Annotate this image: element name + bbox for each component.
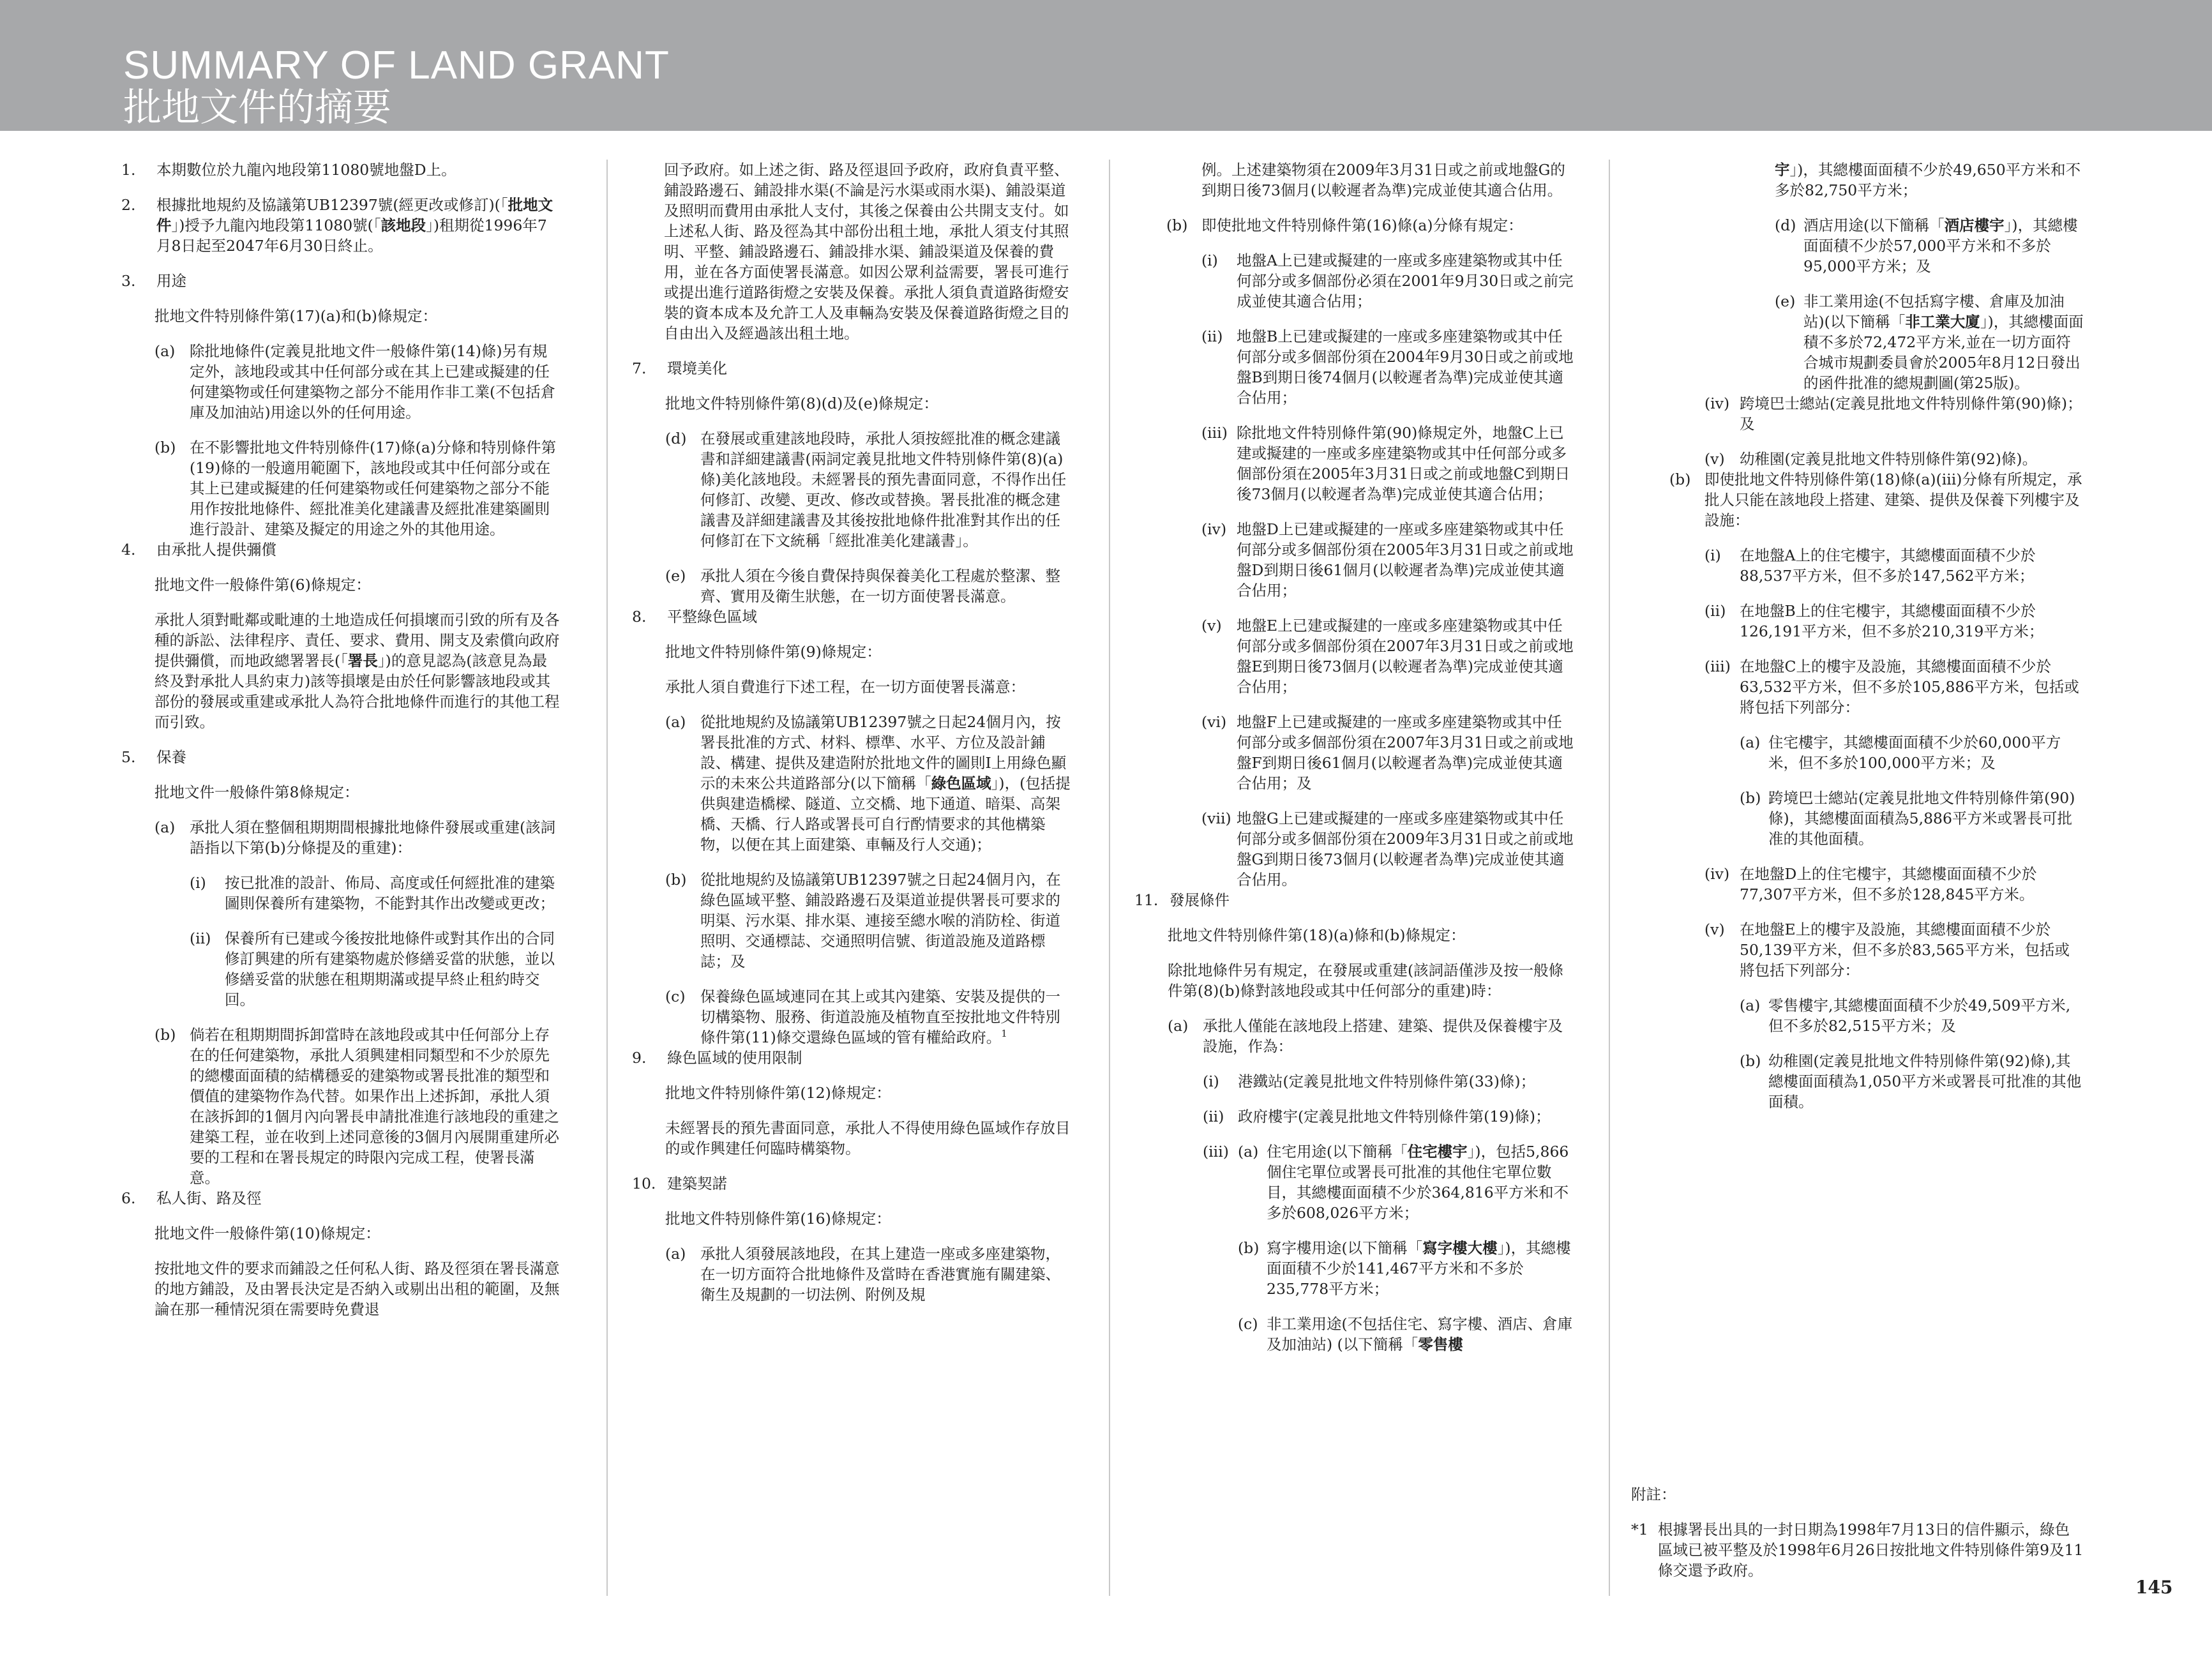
- text-column-4: [1631, 160, 2084, 1112]
- clause-5-heading: 5. 保養: [121, 748, 186, 766]
- sub-sub-clause: (iv) 地盤D上已建或擬建的一座或多座建築物或其中任何部分或多個部份須在2005年3月31日或之前或地盤D到期日後61個月(以較遲者為準)完成並使其適合佔用；: [1201, 520, 1574, 599]
- sub-clause: (a) 從批地規約及協議第UB12397號之日起24個月內，按署長批准的方式、材料、標準、水平、方位及設計鋪設、構建、提供及建造附於批地文件的圖則I上用綠色顯示的未來公共道路部分(以下簡稱「綠色區域」)，(包括提供與建造橋樑、隧道、立交橋、地下通道、暗渠、高架橋、天橋、行人路或署長可自行酌情要求的其他構築物，以便在其上面建築、車輛及行人交通)；: [665, 713, 1071, 853]
- item: (d) 酒店用途(以下簡稱「酒店樓宇」)，其總樓面面積不少於57,000平方米和不多於95,000平方米；及: [1775, 216, 2078, 275]
- sub-sub-clause: (ii) 在地盤B上的住宅樓宇，其總樓面面積不少於126,191平方米，但不多於210,319平方米；: [1704, 602, 2044, 640]
- sub-sub-clause: (ii) 政府樓宇(定義見批地文件特別條件第(19)條)；: [1203, 1108, 1551, 1125]
- sub-sub-clause: (v) 地盤E上已建或擬建的一座或多座建築物或其中任何部分或多個部份須在2007年3月31日或之前或地盤E到期日後73個月(以較遲者為準)完成並使其適合佔用；: [1201, 617, 1574, 696]
- paragraph: 批地文件特別條件第(17)(a)和(b)條規定：: [154, 307, 437, 325]
- paragraph: 例。上述建築物須在2009年3月31日或之前或地盤G的到期日後73個月(以較遲者為準)完成並使其適合佔用。: [1201, 161, 1565, 199]
- paragraph: 未經署長的預先書面同意，承批人不得使用綠色區域作存放目的或作興建任何臨時構築物。: [665, 1119, 1071, 1157]
- item: (b) 幼稚園(定義見批地文件特別條件第(92)條),其總樓面面積為1,050平方米或署長可批准的其他面積。: [1740, 1052, 2082, 1111]
- paragraph: 承批人須對毗鄰或毗連的土地造成任何損壞而引致的所有及各種的訴訟、法律程序、責任、要求、費用、開支及索償向政府提供彌償，而地政總署署長(「署長」)的意見認為(該意見為最終及對承批人具約束力)該等損壞是由於任何影響該地段或其部份的發展或重建或承批人為符合批地條件而進行的其他工程而引致。: [154, 611, 560, 731]
- paragraph: 批地文件特別條件第(9)條規定：: [665, 643, 882, 661]
- column-divider: [1609, 160, 1610, 1596]
- sub-sub-clause: (vi) 地盤F上已建或擬建的一座或多座建築物或其中任何部分或多個部份須在2007年3月31日或之前或地盤F到期日後61個月(以較遲者為準)完成並使其適合佔用；及: [1201, 713, 1574, 792]
- sub-sub-clause: (i) 在地盤A上的住宅樓宇，其總樓面面積不少於88,537平方米，但不多於147,562平方米；: [1704, 546, 2036, 585]
- sub-clause: (b) 在不影響批地文件特別條件(17)條(a)分條和特別條件第(19)條的一般適用範圍下，該地段或其中任何部分或在其上已建或擬建的任何建築物或任何建築物之部分不能用作按批地條件、經批准美化建議書及經批准建築圖則進行設計、建築及擬定的用途之外的其他用途。: [154, 439, 557, 538]
- sub-clause: (a) 除批地條件(定義見批地文件一般條件第(14)條)另有規定外，該地段或其中任何部分或在其上已建或擬建的任何建築物或任何建築物之部分不能用作非工業(不包括倉庫及加油站)用途以外的任何用途。: [154, 342, 556, 421]
- item: (a) 住宅樓宇，其總樓面面積不少於60,000平方米，但不多於100,000平方米；及: [1740, 733, 2061, 772]
- paragraph: 批地文件特別條件第(8)(d)及(e)條規定：: [665, 395, 938, 412]
- paragraph: 除批地條件另有規定，在發展或重建(該詞語僅涉及按一般條件第(8)(b)條對該地段或其中任何部分的重建)時：: [1168, 961, 1564, 1000]
- sub-sub-clause: (v) 幼稚園(定義見批地文件特別條件第(92)條)。: [1704, 450, 2038, 468]
- header-banner: [0, 0, 2212, 131]
- item: (e) 非工業用途(不包括寫字樓、倉庫及加油站)(以下簡稱「非工業大廈」)，其總樓面面積不多於72,472平方米,並在一切方面符合城市規劃委員會於2005年8月12日發出的函件批准的總規劃圖(第25版)。: [1775, 292, 2084, 392]
- clause-10-heading: 10. 建築契諾: [632, 1175, 727, 1192]
- sub-sub-clause: (v) 在地盤E上的樓宇及設施，其總樓面面積不少於50,139平方米，但不多於83,565平方米，包括或將包括下列部分： (a) 零售樓宇,其總樓面面積不少於49,509平方米,但不多於82,515平方米；及 (b) 幼稚園(定義見批地文件特別條件第(92)條),其總樓面面積為1,050平方米或署長可批准的其他面積。: [1704, 919, 2084, 1112]
- text-column-3: [1134, 160, 1575, 1355]
- item: (c) 非工業用途(不包括住宅、寫字樓、酒店、倉庫及加油站) (以下簡稱「零售樓: [1238, 1315, 1573, 1353]
- clause-6-heading: 6. 私人街、路及徑: [121, 1189, 262, 1207]
- sub-clause: (b) 即使批地文件特別條件第(16)條(a)分條有規定： (i) 地盤A上已建或擬建的一座或多座建築物或其中任何部分或多個部份必須在2001年9月30日或之前完成並使其適合佔用； (ii) 地盤B上已建或擬建的一座或多座建築物或其中任何部分或多個部份須在2004年9月30日或之前或地盤B到期日後74個月(以較遲者為準)完成並使其適合佔用； (iii) 除批地文件特別條件第(90)條規定外，地盤C上已建或擬建的一座或多座建築物或其中任何部分或多個部份須在2005年3月31日或之前或地盤C到期日後73個月(以較遲者為準)完成並使其適合佔用； (iv) 地盤D上已建或擬建的一座或多座建築物或其中任何部分或多個部份須在2005年3月31日或之前或地盤D到期日後61個月(以較遲者為準)完成並使其適合佔用； (v) 地盤E上已建或擬建的一座或多座建築物或其中任何部分或多個部份須在2007年3月31日或之前或地盤E到期日後73個月(以較遲者為準)完成並使其適合佔用； (vi) 地盤F上已建或擬建的一座或多座建築物或其中任何部分或多個部份須在2007年3月31日或之前或地盤F到期日後61個月(以較遲者為準)完成並使其適合佔用；及 (vii) 地盤G上已建或擬建的一座或多座建築物或其中任何部分或多個部份須在2009年3月31日或之前或地盤G到期日後73個月(以較遲者為準)完成並使其適合佔用。: [1166, 215, 1575, 890]
- page-number: 145: [2135, 1577, 2173, 1598]
- clause-8-heading: 8. 平整綠色區域: [632, 608, 757, 626]
- title-chinese: 批地文件的摘要: [123, 86, 391, 130]
- paragraph: 批地文件一般條件第8條規定：: [154, 783, 359, 801]
- paragraph: 批地文件特別條件第(12)條規定：: [665, 1084, 891, 1102]
- clause-7-heading: 7. 環境美化: [632, 359, 727, 377]
- item: (b) 寫字樓用途(以下簡稱「寫字樓大樓」)，其總樓面面積不少於141,467平方米和不多於235,778平方米；: [1238, 1239, 1571, 1298]
- sub-sub-clause: (ii) 地盤B上已建或擬建的一座或多座建築物或其中任何部分或多個部份須在2004年9月30日或之前或地盤B到期日後74個月(以較遲者為準)完成並使其適合佔用；: [1201, 327, 1574, 407]
- sub-sub-clause: (iv) 在地盤D上的住宅樓宇，其總樓面面積不少於77,307平方米，但不多於128,845平方米。: [1704, 865, 2037, 903]
- item: (a) 住宅用途(以下簡稱「住宅樓宇」)，包括5,866個住宅單位或署長可批准的其他住宅單位數目，其總樓面面積不少於364,816平方米和不多於608,026平方米；: [1238, 1143, 1569, 1222]
- column-divider: [1109, 160, 1110, 1596]
- sub-clause: (e) 承批人須在今後自費保持與保養美化工程處於整潔、整齊、實用及衛生狀態，在一切方面使署長滿意。: [665, 567, 1060, 605]
- paragraph: 批地文件特別條件第(18)(a)條和(b)條規定：: [1168, 926, 1466, 944]
- paragraph: 回予政府。如上述之街、路及徑退回予政府，政府負責平整、鋪設路邊石、鋪設排水渠(不論是污水渠或雨水渠)、鋪設渠道及照明而費用由承批人支付，其後之保養由公共開支支付。如上述私人街、路及徑為其中部份出租土地，承批人須支付其照明、平整、鋪設路邊石、鋪設排水渠、鋪設渠道及保養的費用，並在各方面使署長滿意。如因公眾利益需要，署長可進行或提出進行道路街燈之安裝及保養。承批人須負責道路街燈安裝的資本成本及允許工人及車輛為安裝及保養道路街燈之目的自由出入及經過該出租土地。: [664, 161, 1069, 342]
- column-divider: [606, 160, 608, 1596]
- clause-4-heading: 4. 由承批人提供彌償: [121, 541, 276, 559]
- sub-clause: (a) 承批人須發展該地段，在其上建造一座或多座建築物，在一切方面符合批地條件及當時在香港實施有關建築、衛生及規劃的一切法例、附例及規: [665, 1245, 1060, 1304]
- sub-clause: (d) 在發展或重建該地段時，承批人須按經批准的概念建議書和詳細建議書(兩詞定義見批地文件特別條件第(8)(a)條)美化該地段。未經署長的預先書面同意，不得作出任何修訂、改變、更改、修改或替換。署長批准的概念建議書及詳細建議書及其後按批地條件批准對其作出的任何修訂在下文統稱「經批准美化建議書」。: [665, 430, 1067, 550]
- sub-sub-clause: (iii) 除批地文件特別條件第(90)條規定外，地盤C上已建或擬建的一座或多座建築物或其中任何部分或多個部份須在2005年3月31日或之前或地盤C到期日後73個月(以較遲者為準)完成並使其適合佔用；: [1201, 424, 1570, 503]
- sub-sub-clause: (i) 港鐵站(定義見批地文件特別條件第(33)條)；: [1203, 1072, 1536, 1090]
- paragraph: 承批人須自費進行下述工程，在一切方面使署長滿意：: [665, 678, 1025, 696]
- clause-11-heading: 11. 發展條件: [1134, 891, 1230, 909]
- sub-sub-clause: (vii) 地盤G上已建或擬建的一座或多座建築物或其中任何部分或多個部份須在2009年3月31日或之前或地盤G到期日後73個月(以較遲者為準)完成並使其適合佔用。: [1201, 809, 1574, 889]
- sub-sub-clause: (iii) (a) 住宅用途(以下簡稱「住宅樓宇」)，包括5,866個住宅單位或署長可批准的其他住宅單位數目，其總樓面面積不少於364,816平方米和不多於608,026平方米； (b) 寫字樓用途(以下簡稱「寫字樓大樓」)，其總樓面面積不少於141,467平方米和不多於235,778平方米； (c) 非工業用途(不包括住宅、寫字樓、酒店、倉庫及加油站) (以下簡稱「零售樓: [1203, 1141, 1575, 1355]
- clause-9-heading: 9. 綠色區域的使用限制: [632, 1049, 802, 1067]
- sub-clause: (b) 即使批地文件特別條件第(18)條(a)(iii)分條有所規定，承批人只能在該地段上搭建、建築、提供及保養下列樓宇及設施： (i) 在地盤A上的住宅樓宇，其總樓面面積不少於88,537平方米，但不多於147,562平方米； (ii) 在地盤B上的住宅樓宇，其總樓面面積不少於126,191平方米，但不多於210,319平方米； (iii) 在地盤C上的樓宇及設施，其總樓面面積不少於63,532平方米，但不多於105,886平方米，包括或將包括下列部分： (a) 住宅樓宇，其總樓面面積不少於60,000平方米，但不多於100,000平方米；及 (b) 跨境巴士總站(定義見批地文件特別條件第(90)條)，其總樓面面積為5,886平方米或署長可批准的其他面積。 (iv) 在地盤D上的住宅樓宇，其總樓面面積不少於77,307平方米，但不多於128,845平方米。 (v) 在地盤E上的樓宇及設施，其總樓面面積不少於50,139平方米，但不多於83,565平方米，包括或將包括下列部分： (a) 零售樓宇,其總樓面面積不少於49,509平方米,但不多於82,515平方米；及 (b) 幼稚園(定義見批地文件特別條件第(92)條),其總樓面面積為1,050平方米或署長可批准的其他面積。: [1669, 469, 2084, 1112]
- footnote: *1 根據署長出具的一封日期為1998年7月13日的信件顯示，綠色區域已被平整及於1998年6月26日按批地文件特別條件第9及11條交還予政府。: [1631, 1521, 2084, 1579]
- sub-sub-clause: (iv) 跨境巴士總站(定義見批地文件特別條件第(90)條)；及: [1704, 395, 2082, 433]
- sub-sub-clause: (i) 按已批准的設計、佈局、高度或任何經批准的建築圖則保養所有建築物，不能對其作出改變或更改；: [190, 874, 555, 912]
- sub-clause: (a) 承批人僅能在該地段上搭建、建築、提供及保養樓宇及設施，作為： (i) 港鐵站(定義見批地文件特別條件第(33)條)； (ii) 政府樓宇(定義見批地文件特別條件第(19)條)； (iii) (a) 住宅用途(以下簡稱「住宅樓宇」)，包括5,866個住宅單位或署長可批准的其他住宅單位數目，其總樓面面積不少於364,816平方米和不多於608,026平方米； (b) 寫字樓用途(以下簡稱「寫字樓大樓」)，其總樓面面積不少於141,467平方米和不多於235,778平方米； (c) 非工業用途(不包括住宅、寫字樓、酒店、倉庫及加油站) (以下簡稱「零售樓: [1168, 1016, 1575, 1355]
- item: (a) 零售樓宇,其總樓面面積不少於49,509平方米,但不多於82,515平方米；及: [1740, 996, 2071, 1035]
- paragraph: 批地文件一般條件第(10)條規定：: [154, 1224, 380, 1242]
- title-english: SUMMARY OF LAND GRANT: [123, 43, 670, 87]
- paragraph: 宇」)，其總樓面面積不少於49,650平方米和不多於82,750平方米；: [1775, 161, 2081, 199]
- sub-sub-clause: (iii) 在地盤C上的樓宇及設施，其總樓面面積不少於63,532平方米，但不多於105,886平方米，包括或將包括下列部分： (a) 住宅樓宇，其總樓面面積不少於60,000平方米，但不多於100,000平方米；及 (b) 跨境巴士總站(定義見批地文件特別條件第(90)條)，其總樓面面積為5,886平方米或署長可批准的其他面積。: [1704, 656, 2084, 849]
- sub-clause: (b) 從批地規約及協議第UB12397號之日起24個月內，在綠色區域平整、鋪設路邊石及渠道並提供署長可要求的明渠、污水渠、排水渠、連接至總水喉的消防栓、街道照明、交通標誌、交通照明信號、街道設施及道路標誌；及: [665, 871, 1061, 970]
- sub-clause: (a) 承批人須在整個租期期間根據批地條件發展或重建(該詞語指以下第(b)分條提及的重建)： (i) 按已批准的設計、佈局、高度或任何經批准的建築圖則保養所有建築物，不能對其作出改變或更改； (ii) 保養所有已建或今後按批地條件或對其作出的合同修訂興建的所有建築物處於修繕妥當的狀態，並以修繕妥當的狀態在租期期滿或提早終止租約時交回。: [154, 817, 562, 1010]
- footnote-ref: 1: [1001, 1028, 1007, 1040]
- sub-sub-clause: (ii) 保養所有已建或今後按批地條件或對其作出的合同修訂興建的所有建築物處於修繕妥當的狀態，並以修繕妥當的狀態在租期期滿或提早終止租約時交回。: [190, 929, 555, 1009]
- paragraph: 批地文件特別條件第(16)條規定：: [665, 1210, 891, 1228]
- notes-section: [1631, 1484, 2084, 1581]
- clause-3-heading: 3. 用途: [121, 272, 186, 290]
- clause-1: 1. 本期數位於九龍內地段第11080號地盤D上。: [121, 161, 456, 179]
- clause-2: 2. 根據批地規約及協議第UB12397號(經更改或修訂)(「批地文件」)授予九龍內地段第11080號(「該地段」)租期從1996年7月8日起至2047年6月30日終止。: [121, 196, 553, 255]
- text-column-1: [121, 160, 562, 1334]
- sub-clause: (c) 保養綠色區域連同在其上或其內建築、安裝及提供的一切構築物、服務、街道設施及植物直至按批地文件特別條件第(11)條交還綠色區域的管有權給政府。$^1$: [665, 988, 1060, 1046]
- sub-clause: (b) 倘若在租期期間拆卸當時在該地段或其中任何部分上存在的任何建築物，承批人須興建相同類型和不少於原先的總樓面面積的結構穩妥的建築物或署長批准的類型和價值的建築物作為代替。如果作出上述拆卸，承批人須在該拆卸的1個月內向署長申請批准進行該地段的重建之建築工程，並在收到上述同意後的3個月內展開重建所必要的工程和在署長規定的時限內完成工程，使署長滿意。: [154, 1026, 559, 1187]
- paragraph: 按批地文件的要求而鋪設之任何私人街、路及徑須在署長滿意的地方鋪設，及由署長決定是否納入或剔出出租的範圍，及無論在那一種情況須在需要時免費退: [154, 1259, 560, 1318]
- text-column-2: [632, 160, 1072, 1305]
- sub-sub-clause: (i) 地盤A上已建或擬建的一座或多座建築物或其中任何部分或多個部份必須在2001年9月30日或之前完成並使其適合佔用；: [1201, 252, 1574, 310]
- item: (b) 跨境巴士總站(定義見批地文件特別條件第(90)條)，其總樓面面積為5,886平方米或署長可批准的其他面積。: [1740, 789, 2075, 848]
- paragraph: 批地文件一般條件第(6)條規定：: [154, 576, 371, 594]
- notes-heading: 附註：: [1631, 1485, 1676, 1503]
